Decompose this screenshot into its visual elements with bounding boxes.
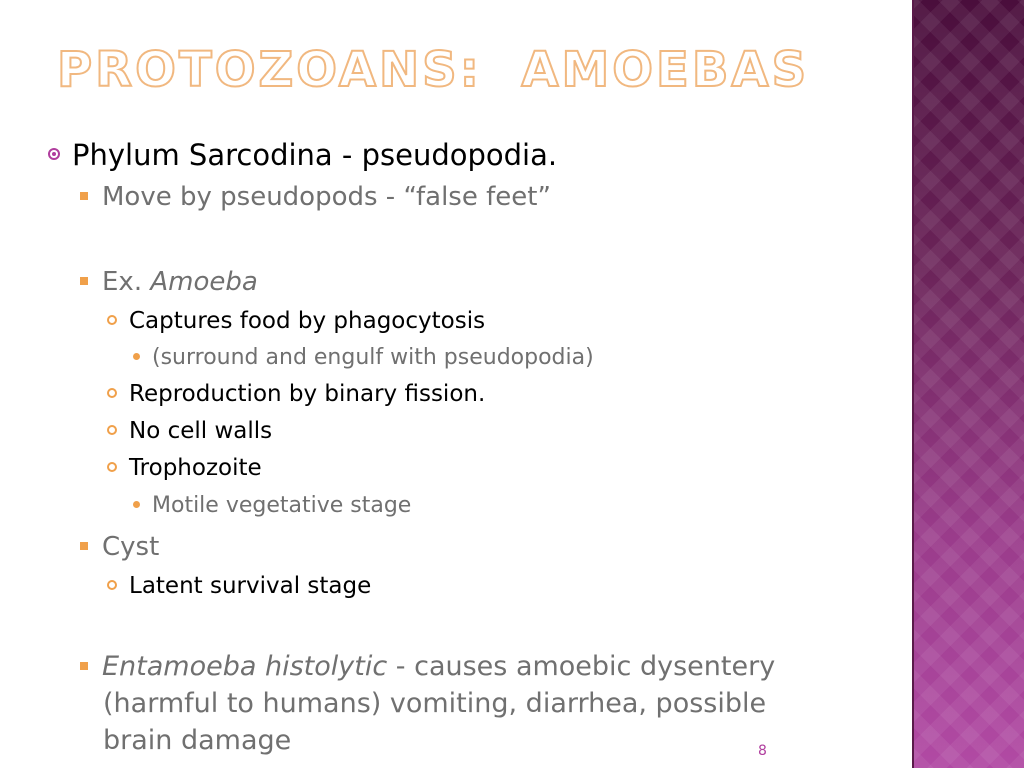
bullet-latent [107,573,371,599]
bullet-cyst [80,532,159,562]
slide-title: PROTOZOANS: AMOEBAS [57,42,810,98]
square-bullet-icon [80,277,88,285]
ring-bullet-icon [107,462,117,472]
bullet-entamoeba [80,648,775,759]
bullet-text: Latent survival stage [129,573,372,599]
bullet-surround [133,345,594,370]
circle-bullet-icon [48,148,60,160]
square-bullet-icon [80,662,88,670]
dot-bullet-icon [133,501,140,508]
bullet-text: - causes amoebic dysentery [387,651,776,682]
bullet-text: (surround and engulf with pseudopodia) [152,345,594,370]
bullet-text: Captures food by phagocytosis [129,308,486,334]
square-bullet-icon [80,542,88,550]
ring-bullet-icon [107,425,117,435]
bullet-move [80,182,551,212]
bullet-italic-text: Amoeba [150,267,258,297]
dot-bullet-icon [133,353,140,360]
bullet-captures [107,308,485,334]
bullet-text-line2: (harmful to humans) vomiting, diarrhea, possible [103,688,767,719]
square-bullet-icon [80,192,88,200]
decorative-side-band [912,0,1024,768]
page-number: 8 [758,743,767,759]
bullet-text: No cell walls [129,418,273,444]
bullet-text: Reproduction by binary fission. [129,381,486,407]
bullet-italic-text: Entamoeba histolytic [102,651,388,682]
ring-bullet-icon [107,388,117,398]
bullet-motile [133,493,411,518]
bullet-example [80,267,258,297]
bullet-reproduction [107,381,485,407]
bullet-text: Cyst [102,532,160,562]
bullet-text: Phylum Sarcodina - pseudopodia. [72,138,558,172]
ring-bullet-icon [107,580,117,590]
bullet-text-line3: brain damage [103,725,292,756]
bullet-text: Trophozoite [129,455,262,481]
bullet-text: Motile vegetative stage [152,493,412,518]
bullet-text: Move by pseudopods - “false feet” [102,182,551,212]
bullet-trophozoite [107,455,262,481]
bullet-text: Ex. [102,267,151,297]
bullet-no-walls [107,418,272,444]
bullet-phylum [48,138,557,172]
ring-bullet-icon [107,315,117,325]
